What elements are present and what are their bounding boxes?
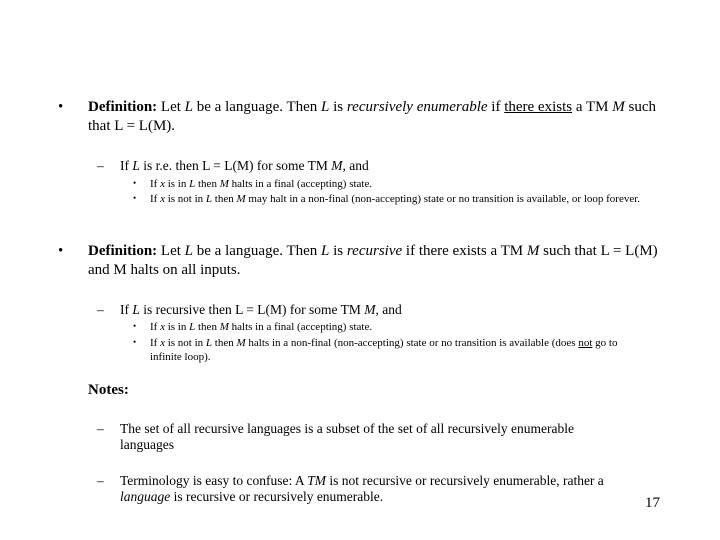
dash-note-1: –: [97, 421, 104, 436]
definition-recursive: Definition: Let L be a language. Then L is recursive if there exists a TM M such that L = L(M) and M halts on all inputs.: [88, 243, 658, 278]
note-2: Terminology is easy to confuse: A TM is not recursive or recursively enumerable, rather a language is recursive or recursively enumerable.: [120, 473, 604, 504]
sub-point-recursive: If L is recursive then L = L(M) for some TM M, and: [120, 302, 402, 317]
definition-label: Definition:: [88, 243, 158, 259]
term-recursive: recursive: [346, 243, 403, 259]
sub-point-re: If L is r.e. then L = L(M) for some TM M, and: [120, 158, 369, 173]
item-recursive-accept: If x is in L then M halts in a final (accepting) state.: [150, 321, 373, 333]
page-number: 17: [645, 495, 660, 511]
not-underlined: not: [578, 337, 593, 349]
there-exists-underlined: there exists: [504, 99, 573, 115]
bullet-2: •: [58, 243, 64, 259]
term-recursively-enumerable: recursively enumerable: [346, 99, 488, 115]
dot-2b: •: [133, 337, 137, 347]
item-re-accept: If x is in L then M halts in a final (accepting) state.: [150, 178, 373, 190]
note-1: The set of all recursive languages is a subset of the set of all recursively enumerable languages: [120, 421, 574, 452]
definition-label: Definition:: [88, 99, 158, 115]
item-re-reject: If x is not in L then M may halt in a non-final (non-accepting) state or no transition is available, or loop forever.: [150, 193, 641, 205]
item-recursive-reject: If x is not in L then M halts in a non-final (non-accepting) state or no transition is available (does not go to infinite loop).: [150, 337, 618, 363]
dash-2: –: [97, 302, 104, 317]
dash-1: –: [97, 158, 104, 173]
dot-1b: •: [133, 193, 137, 203]
definition-re: Definition: Let L be a language. Then L is recursively enumerable if there exists a TM M such that L = L(M).: [88, 99, 656, 134]
dash-note-2: –: [97, 473, 104, 488]
dot-2a: •: [133, 321, 137, 331]
bullet-1: •: [58, 99, 64, 115]
dot-1a: •: [133, 178, 137, 188]
notes-heading: Notes:: [88, 382, 129, 398]
